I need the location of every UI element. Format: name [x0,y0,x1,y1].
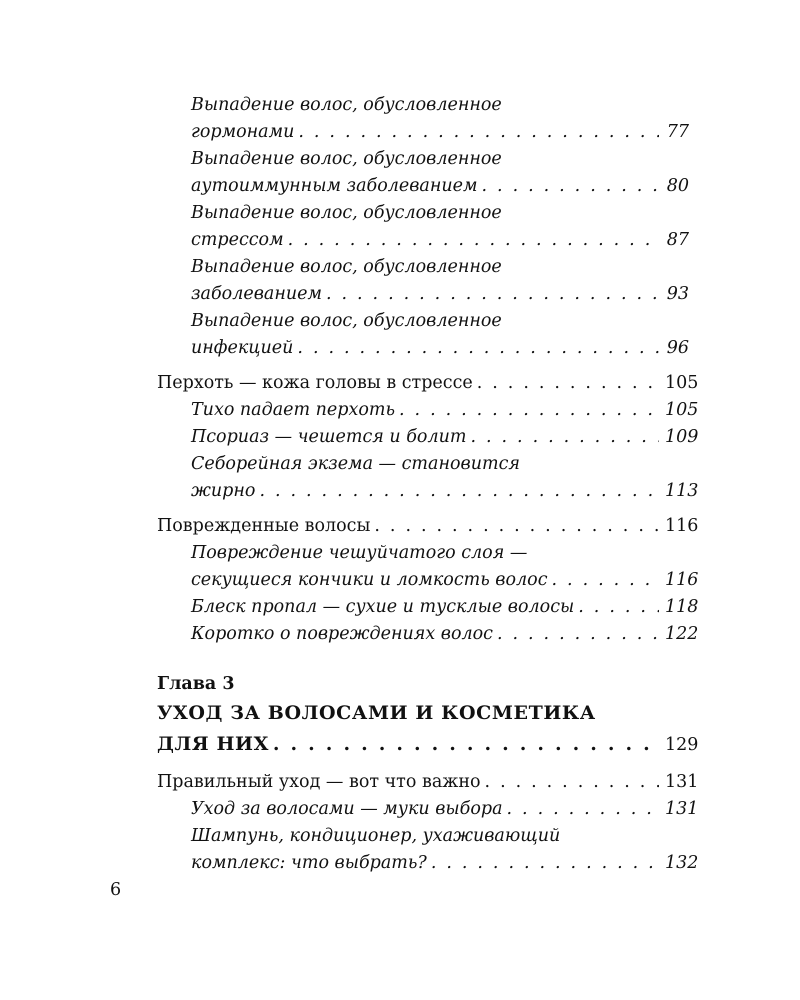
page-number: 93 [666,284,689,304]
toc-entry [157,397,699,424]
toc-entry-line: Выпадение волос, обусловленное [191,95,502,115]
toc-section-title: Правильный уход — вот что важно [157,772,481,792]
dot-leader [485,769,659,796]
toc-entry-line: Выпадение волос, обусловленное [191,257,502,277]
toc-entry [157,281,689,308]
dot-leader [399,397,659,424]
toc-entry [157,478,699,505]
dot-leader [431,850,659,877]
toc-entry-title: стрессом [191,230,284,250]
toc-entry [157,796,699,823]
page-number: 129 [665,735,699,755]
page-number: 116 [665,570,699,590]
page-number: 132 [665,853,699,873]
page-folio: 6 [110,880,122,900]
dot-leader [297,335,659,362]
dot-leader [507,796,659,823]
dot-leader [482,173,659,200]
toc-entry [157,227,689,254]
dot-leader [273,729,659,760]
page-number: 131 [665,772,699,792]
toc-entry-title: инфекцией [191,338,294,358]
page-number: 122 [665,624,699,644]
toc-entry [157,621,699,648]
dot-leader [470,424,659,451]
toc-entry-title: секущиеся кончики и ломкость волос [191,570,548,590]
table-of-contents [157,92,699,877]
page-number: 131 [665,799,699,819]
page-number: 118 [665,597,699,617]
toc-entry [157,173,689,200]
page-number: 113 [665,481,699,501]
page-number: 80 [666,176,689,196]
dot-leader [326,281,659,308]
toc-entry-line: Повреждение чешуйчатого слоя — [191,543,528,563]
page-number: 105 [665,400,699,420]
toc-entry-title: гормонами [191,122,295,142]
toc-section [157,513,699,540]
dot-leader [497,621,659,648]
toc-section [157,370,699,397]
toc-entry [157,335,689,362]
toc-entry-title: аутоиммунным заболеванием [191,176,478,196]
toc-entry-line: Выпадение волос, обусловленное [191,311,502,331]
dot-leader [477,370,659,397]
dot-leader [552,567,659,594]
dot-leader [374,513,659,540]
dot-leader [578,594,659,621]
toc-entry-title: Блеск пропал — сухие и тусклые волосы [191,597,575,617]
toc-section-title: Поврежденные волосы [157,516,371,536]
page-number: 116 [665,516,699,536]
toc-entry-title: жирно [191,481,256,501]
toc-entry-title: Псориаз — чешется и болит [191,427,467,447]
toc-section [157,769,699,796]
toc-chapter [157,729,699,761]
chapter-label: Глава 3 [157,674,235,694]
chapter-title: УХОД ЗА ВОЛОСАМИ И КОСМЕТИКА [157,702,596,724]
page-number: 87 [666,230,689,250]
toc-entry-line: Шампунь, кондиционер, ухаживающий [191,826,561,846]
toc-entry [157,850,699,877]
dot-leader [259,478,659,505]
toc-section-title: Перхоть — кожа головы в стрессе [157,373,473,393]
toc-entry-title: Коротко о повреждениях волос [191,624,493,644]
chapter-title-end: ДЛЯ НИХ [157,733,269,755]
toc-entry-title: Тихо падает перхоть [191,400,396,420]
toc-entry [157,424,699,451]
page-number: 109 [665,427,699,447]
toc-entry [157,567,699,594]
dot-leader [298,119,659,146]
toc-entry-line: Выпадение волос, обусловленное [191,149,502,169]
page-number: 96 [666,338,689,358]
toc-entry-line: Себорейная экзема — становится [191,454,520,474]
toc-entry-line: Выпадение волос, обусловленное [191,203,502,223]
toc-entry-title: заболеванием [191,284,322,304]
toc-entry-title: комплекс: что выбрать? [191,853,427,873]
page-number: 77 [666,122,689,142]
toc-entry [157,119,689,146]
dot-leader [288,227,659,254]
toc-entry [157,594,699,621]
toc-entry-title: Уход за волосами — муки выбора [191,799,503,819]
page-number: 105 [665,373,699,393]
